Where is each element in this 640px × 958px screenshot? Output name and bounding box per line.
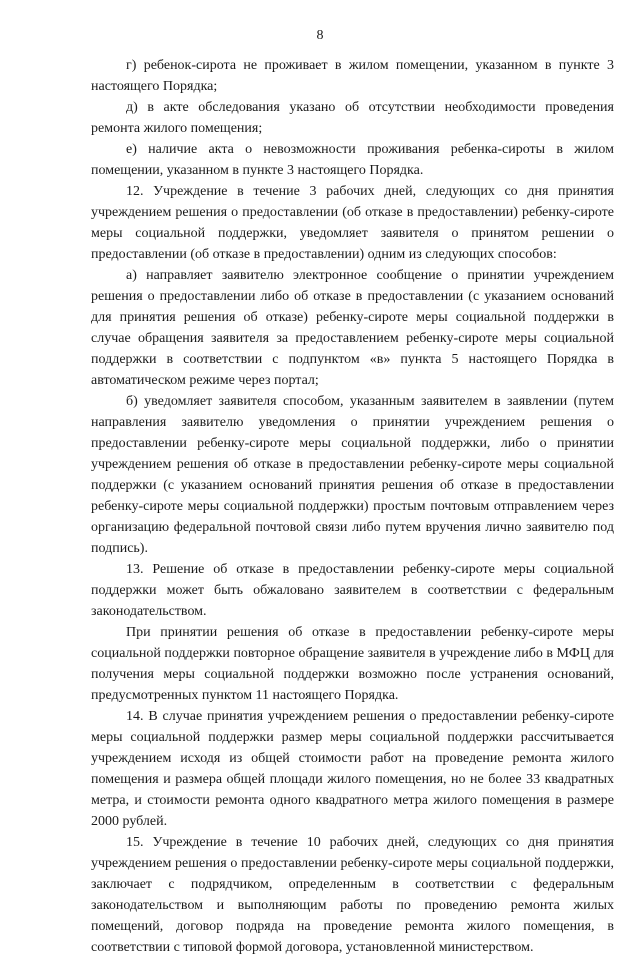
- paragraph-clause-12: 12. Учреждение в течение 3 рабочих дней, следующих со дня принятия учреждением решения о предоставлении (об отказе в предоставлении) ребенку-сироте меры социальной поддержки, уведомляет заявителя о принятом решении о предоставлении (об отказе в предоставлении) одним из следующих способов:: [91, 184, 614, 262]
- paragraph-clause-12-b: б) уведомляет заявителя способом, указанным заявителем в заявлении (путем направления заявителю уведомления о принятии учреждением решения о предоставлении ребенку-сироте меры социальной поддержки, либо о принятии учреждением решения об отказе в предоставлении ребенку-сироте меры социальной поддержки (с указанием оснований принятия решения об отказе в предоставлении ребенку-сироте меры социальной поддержки) простым почтовым отправлением через организацию федеральной почтовой связи либо путем вручения лично заявителю под подпись).: [91, 394, 614, 556]
- paragraph-clause-13-repeat: При принятии решения об отказе в предоставлении ребенку-сироте меры социальной поддержки повторное обращение заявителя в учреждение либо в МФЦ для получения меры социальной поддержки возможно после устранения оснований, предусмотренных пунктом 11 настоящего Порядка.: [91, 625, 614, 703]
- paragraph-item-e: е) наличие акта о невозможности проживания ребенка-сироты в жилом помещении, указанном в пункте 3 настоящего Порядка.: [91, 142, 614, 178]
- paragraph-clause-13: 13. Решение об отказе в предоставлении ребенку-сироте меры социальной поддержки может быть обжаловано заявителем в соответствии с федеральным законодательством.: [91, 562, 614, 619]
- page-number: 8: [316, 28, 324, 43]
- paragraph-item-g: г) ребенок-сирота не проживает в жилом помещении, указанном в пункте 3 настоящего Порядка;: [91, 58, 614, 94]
- paragraph-item-d: д) в акте обследования указано об отсутствии необходимости проведения ремонта жилого помещения;: [91, 100, 614, 136]
- document-body: [91, 55, 614, 958]
- paragraph-clause-12-a: а) направляет заявителю электронное сообщение о принятии учреждением решения о предоставлении либо об отказе в предоставлении (с указанием оснований для принятия решения об отказе) ребенку-сироте меры социальной поддержки в случае обращения заявителя за предоставлением ребенку-сироте меры социальной поддержки в соответствии с подпунктом «в» пункта 5 настоящего Порядка в автоматическом режиме через портал;: [91, 268, 614, 388]
- paragraph-clause-14: 14. В случае принятия учреждением решения о предоставлении ребенку-сироте меры социальной поддержки размер меры социальной поддержки рассчитывается учреждением исходя из общей стоимости работ на проведение ремонта жилого помещения и размера общей площади жилого помещения, но не более 33 квадратных метра, и стоимости ремонта одного квадратного метра жилого помещения в размере 2000 рублей.: [91, 709, 614, 829]
- paragraph-clause-15: 15. Учреждение в течение 10 рабочих дней, следующих со дня принятия учреждением решения о предоставлении ребенку-сироте меры социальной поддержки, заключает с подрядчиком, определенным в соответствии с федеральным законодательством и выполняющим работы по проведению ремонта жилых помещений, договор подряда на проведение ремонта жилого помещения, в соответствии с типовой формой договора, установленной министерством.: [91, 835, 614, 955]
